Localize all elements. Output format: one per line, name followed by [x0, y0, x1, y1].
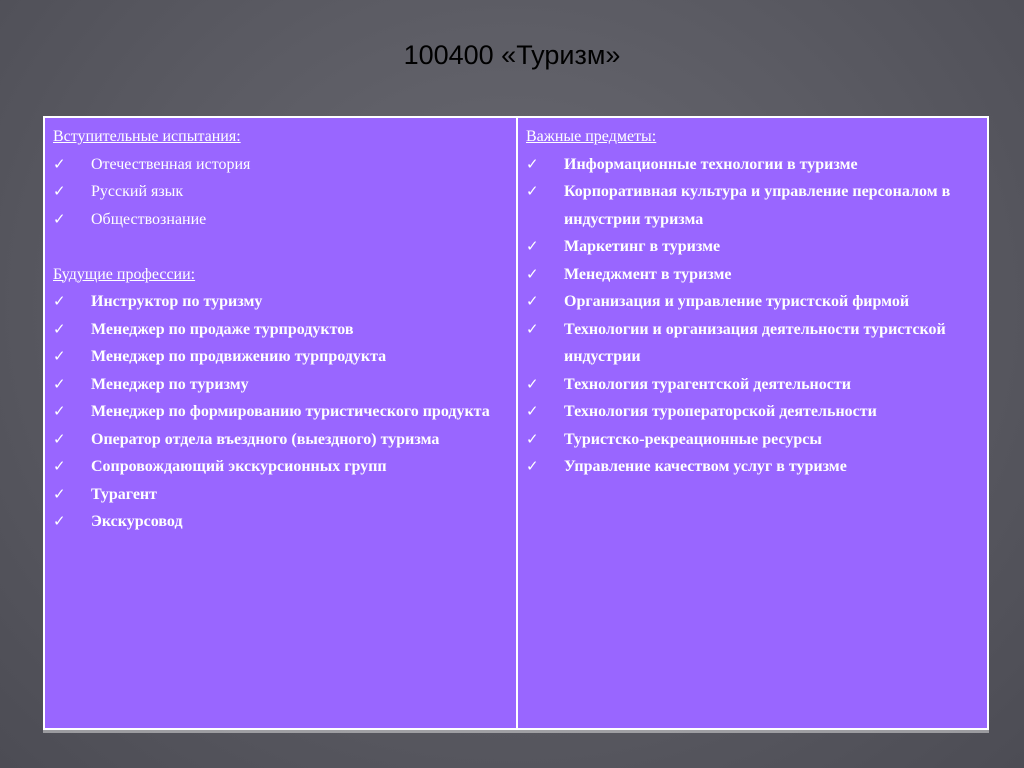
check-icon: ✓ — [526, 319, 539, 338]
list-item — [53, 508, 510, 536]
list-item — [53, 371, 510, 399]
list-item — [53, 398, 510, 426]
slide-title: 100400 «Туризм» — [403, 40, 621, 70]
list-item-text: Туристско-рекреационные ресурсы — [564, 430, 822, 448]
list-item — [53, 481, 510, 509]
list-item — [53, 316, 510, 344]
entrance-exams-heading: Вступительные испытания: — [53, 128, 241, 145]
check-icon: ✓ — [53, 512, 66, 530]
list-item-text: Технологии и организация деятельности туристской индустрии — [564, 320, 946, 365]
check-icon: ✓ — [526, 182, 539, 200]
check-icon: ✓ — [526, 292, 539, 310]
check-icon: ✓ — [526, 457, 539, 475]
check-icon: ✓ — [53, 292, 66, 310]
list-item — [526, 398, 981, 426]
list-item — [526, 178, 981, 233]
content-table — [43, 116, 989, 730]
list-item-text: Технология туроператорской деятельности — [564, 403, 877, 420]
list-item — [526, 453, 981, 481]
check-icon: ✓ — [526, 237, 539, 255]
table-bottom-edge — [43, 730, 989, 733]
list-item — [53, 178, 510, 206]
check-icon: ✓ — [53, 457, 66, 475]
check-icon: ✓ — [53, 402, 66, 420]
list-item-text: Инструктор по туризму — [91, 293, 263, 310]
list-item-text: Экскурсовод — [91, 513, 183, 530]
important-subjects-heading: Важные предметы: — [526, 128, 657, 145]
list-item-text: Менеджмент в туризме — [564, 265, 732, 283]
list-item — [53, 453, 510, 481]
future-professions-heading: Будущие профессии: — [53, 265, 196, 283]
check-icon: ✓ — [53, 484, 66, 503]
list-item — [53, 206, 510, 234]
list-item-text: Управление качеством услуг в туризме — [564, 458, 847, 475]
check-icon: ✓ — [53, 319, 66, 338]
list-item — [53, 288, 510, 316]
list-item-text: Информационные технологии в туризме — [564, 155, 858, 173]
important-subjects-list — [526, 151, 981, 481]
section-spacer — [53, 233, 510, 261]
check-icon: ✓ — [526, 374, 539, 393]
entrance-exams-list — [53, 151, 510, 234]
list-item-text: Обществознание — [91, 210, 207, 228]
list-item-text: Организация и управление туристской фирмой — [564, 293, 910, 310]
list-item — [53, 151, 510, 179]
check-icon: ✓ — [53, 154, 66, 173]
check-icon: ✓ — [53, 347, 66, 365]
list-item-text: Менеджер по туризму — [91, 375, 249, 393]
list-item — [526, 371, 981, 399]
list-item-text: Менеджер по продаже турпродуктов — [91, 320, 354, 338]
list-item-text: Сопровождающий экскурсионных групп — [91, 458, 387, 475]
list-item — [526, 151, 981, 179]
list-item-text: Русский язык — [91, 183, 184, 200]
future-professions-list — [53, 288, 510, 536]
check-icon: ✓ — [526, 429, 539, 448]
list-item — [526, 233, 981, 261]
list-item-text: Менеджер по продвижению турпродукта — [91, 348, 387, 365]
list-item — [526, 426, 981, 454]
list-item — [53, 343, 510, 371]
list-item-text: Маркетинг в туризме — [564, 238, 721, 255]
check-icon: ✓ — [526, 402, 539, 420]
check-icon: ✓ — [53, 429, 66, 448]
check-icon: ✓ — [526, 264, 539, 283]
list-item-text: Турагент — [91, 485, 158, 503]
list-item — [526, 288, 981, 316]
left-column — [45, 118, 518, 728]
list-item — [526, 261, 981, 289]
list-item — [526, 316, 981, 371]
check-icon: ✓ — [53, 182, 66, 200]
right-column — [518, 118, 987, 728]
list-item — [53, 426, 510, 454]
check-icon: ✓ — [53, 209, 66, 228]
list-item-text: Отечественная история — [91, 155, 251, 173]
list-item-text: Технология турагентской деятельности — [564, 375, 851, 393]
list-item-text: Оператор отдела въездного (выездного) туризма — [91, 430, 440, 448]
list-item-text: Менеджер по формированию туристического продукта — [91, 403, 490, 420]
check-icon: ✓ — [53, 374, 66, 393]
list-item-text: Корпоративная культура и управление персоналом в индустрии туризма — [564, 183, 951, 228]
check-icon: ✓ — [526, 154, 539, 173]
